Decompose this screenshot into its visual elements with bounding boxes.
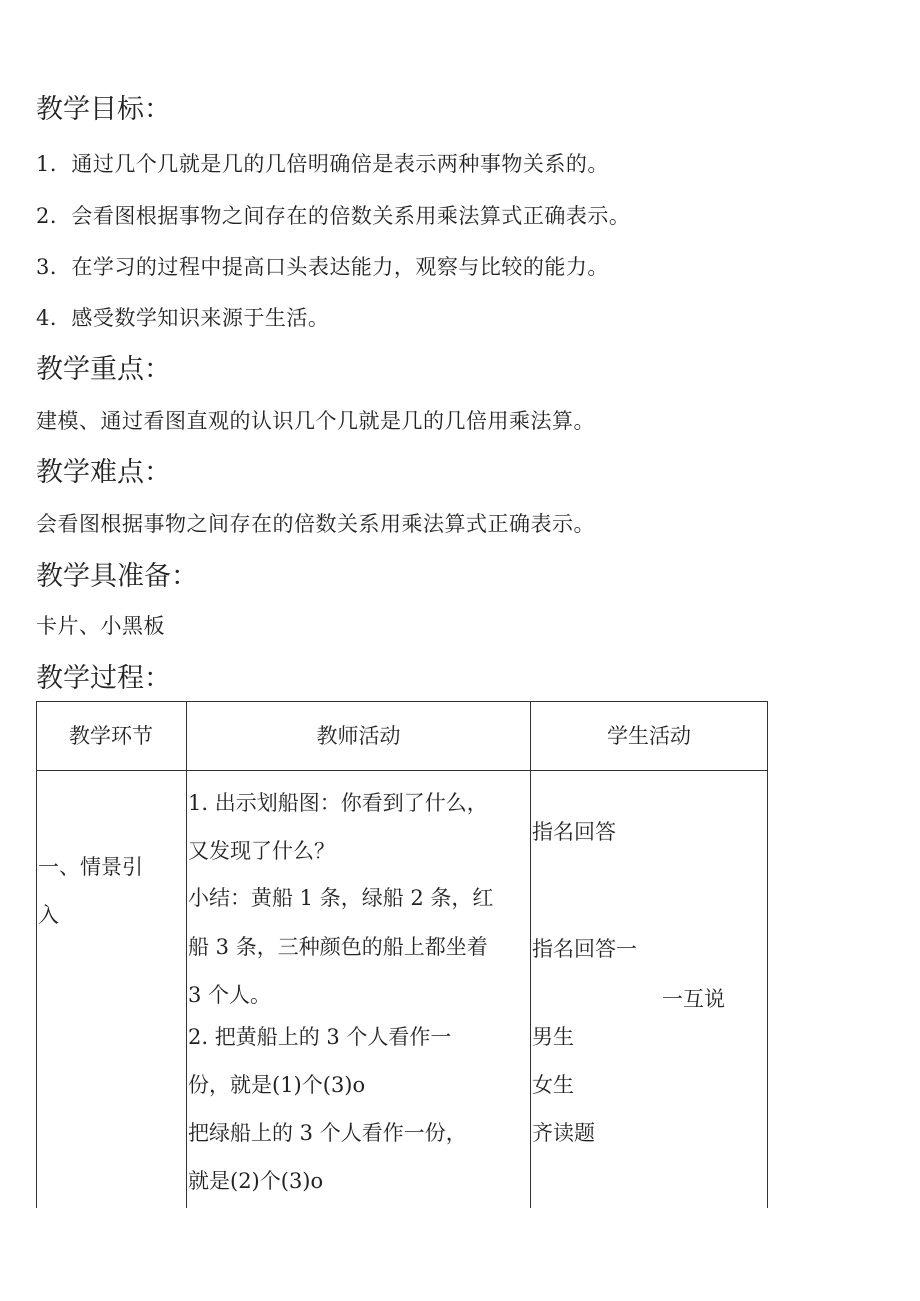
table-border-right <box>767 701 768 1208</box>
student-line-6: 齐读题 <box>532 1121 595 1145</box>
table-border-left <box>36 701 37 1208</box>
teacher-line-6: 2. 把黄船上的 3 个人看作一 <box>188 1025 452 1049</box>
objective-item-2: 2．会看图根据事物之间存在的倍数关系用乘法算式正确表示。 <box>36 204 631 228</box>
objectives-heading: 教学目标： <box>36 94 171 125</box>
table-header-divider <box>36 770 768 771</box>
objective-item-4: 4．感受数学知识来源于生活。 <box>36 306 330 330</box>
teacher-line-7: 份，就是(1)个(3)o <box>188 1073 366 1097</box>
teacher-line-2: 又发现了什么？ <box>188 839 335 863</box>
student-line-2: 指名回答一 <box>532 937 637 961</box>
table-border-top <box>36 701 768 702</box>
difficulties-text: 会看图根据事物之间存在的倍数关系用乘法算式正确表示。 <box>36 512 595 536</box>
key-points-text: 建模、通过看图直观的认识几个几就是几的几倍用乘法算。 <box>36 409 595 433</box>
table-divider-1 <box>186 701 187 1208</box>
student-line-4: 男生 <box>532 1025 574 1049</box>
header-teacher: 教师活动 <box>316 724 401 748</box>
student-line-3: 一互说 <box>662 987 725 1011</box>
teacher-line-1: 1. 出示划船图：你看到了什么， <box>188 791 488 815</box>
student-line-1: 指名回答 <box>532 820 616 844</box>
teacher-line-3: 小结：黄船 1 条，绿船 2 条，红 <box>188 886 494 910</box>
header-stage: 教学环节 <box>69 724 153 748</box>
process-table <box>36 701 768 1208</box>
process-heading: 教学过程： <box>36 663 171 694</box>
key-points-heading: 教学重点： <box>36 354 171 385</box>
materials-text: 卡片、小黑板 <box>36 614 165 638</box>
student-line-5: 女生 <box>532 1073 574 1097</box>
stage-line-1: 一、情景引 <box>38 855 143 879</box>
teacher-line-9: 就是(2)个(3)o <box>188 1169 324 1193</box>
teacher-line-5: 3 个人。 <box>188 983 272 1007</box>
objective-item-3: 3．在学习的过程中提高口头表达能力，观察与比较的能力。 <box>36 255 609 279</box>
table-divider-2 <box>530 701 531 1208</box>
teacher-line-8: 把绿船上的 3 个人看作一份， <box>188 1121 467 1145</box>
difficulties-heading: 教学难点： <box>36 457 171 488</box>
objective-item-1: 1．通过几个几就是几的几倍明确倍是表示两种事物关系的。 <box>36 152 609 176</box>
materials-heading: 教学具准备： <box>36 561 198 592</box>
header-student: 学生活动 <box>607 724 691 748</box>
stage-line-2: 入 <box>38 903 59 927</box>
teacher-line-4: 船 3 条，三种颜色的船上都坐着 <box>188 935 488 959</box>
